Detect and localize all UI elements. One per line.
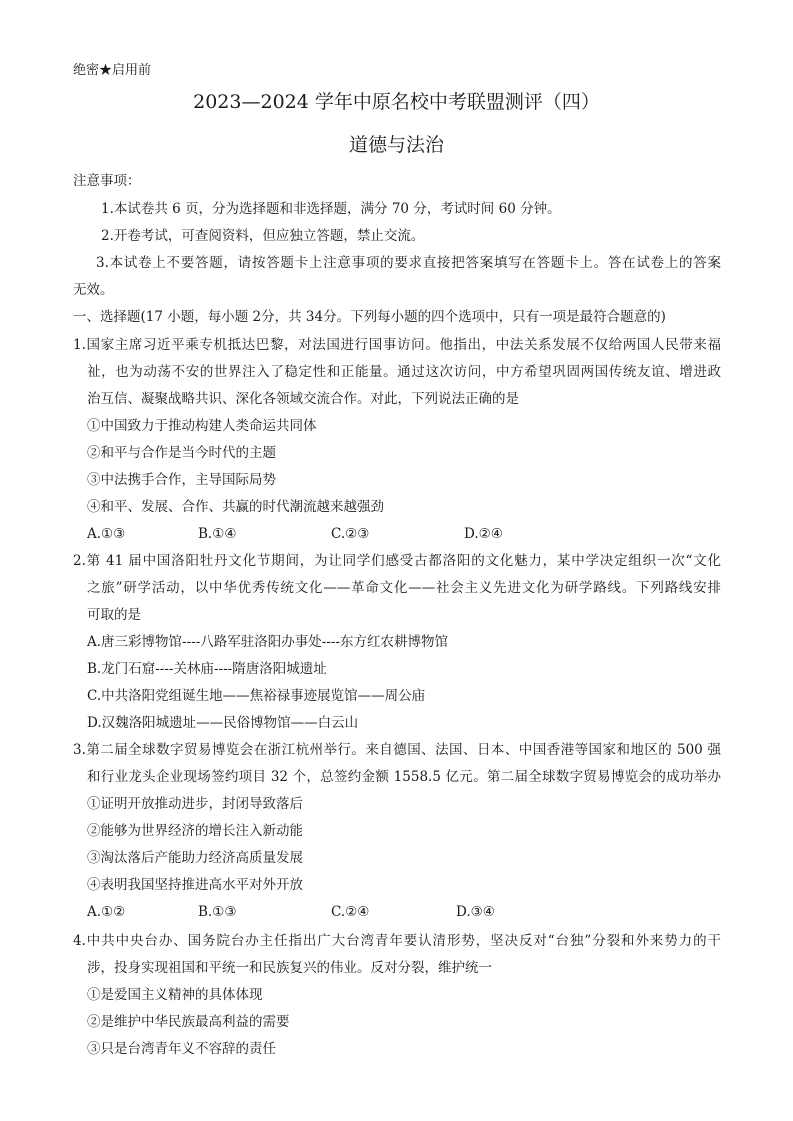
question-2-option-c[interactable]: C.中共洛阳党组诞生地——焦裕禄事迹展览馆——周公庙 [87, 688, 426, 704]
question-3-stem: 3.第二届全球数字贸易博览会在浙江杭州举行。来自德国、法国、日本、中国香港等国家和地区的 500 强 [73, 742, 721, 758]
question-4-statement: ①是爱国主义精神的具体体现 [87, 987, 263, 1003]
question-3-stem: 和行业龙头企业现场签约项目 32 个，总签约金额 1558.5 亿元。第二届全球数字贸易博览会的成功举办 [87, 769, 721, 785]
notice-item: 3.本试卷上不要答题，请按答题卡上注意事项的要求直接把答案填写在答题卡上。答在试卷上的答案 [96, 255, 721, 271]
question-3-statement: ①证明开放推动进步，封闭导致落后 [87, 796, 303, 812]
notice-item: 1.本试卷共 6 页，分为选择题和非选择题，满分 70 分，考试时间 60 分钟。 [101, 201, 561, 217]
question-2-option-a[interactable]: A.唐三彩博物馆----八路军驻洛阳办事处----东方红农耕博物馆 [87, 634, 449, 650]
question-4-stem: 涉，投身实现祖国和平统一和民族复兴的伟业。反对分裂，维护统一 [87, 960, 492, 976]
question-2-option-d[interactable]: D.汉魏洛阳城遗址——民俗博物馆——白云山 [87, 715, 359, 731]
question-3-statement: ③淘汰落后产能助力经济高质量发展 [87, 850, 303, 866]
question-3-statement: ④表明我国坚持推进高水平对外开放 [87, 877, 303, 893]
question-3-option-b[interactable]: B.①③ [198, 904, 237, 920]
subject-title: 道德与法治 [348, 134, 444, 156]
notice-item: 无效。 [73, 282, 114, 298]
question-2-stem: 2.第 41 届中国洛阳牡丹文化节期间，为让同学们感受古都洛阳的文化魅力，某中学决定组织一次“文化 [73, 553, 721, 569]
question-1-statement: ④和平、发展、合作、共赢的时代潮流越来越强劲 [87, 499, 384, 515]
question-1-stem: 治互信、凝聚战略共识、深化各领域交流合作。对此，下列说法正确的是 [87, 391, 519, 407]
question-2-option-b[interactable]: B.龙门石窟----关林庙----隋唐洛阳城遗址 [87, 661, 327, 677]
question-4-stem: 4.中共中央台办、国务院台办主任指出广大台湾青年要认清形势，坚决反对“台独”分裂和外来势力的干 [73, 933, 721, 949]
question-2-stem: 之旅”研学活动，以中华优秀传统文化——革命文化——社会主义先进文化为研学路线。下列路线安排 [87, 580, 721, 596]
question-4-statement: ②是维护中华民族最高利益的需要 [87, 1014, 290, 1030]
confidential-label: 绝密★启用前 [73, 63, 152, 78]
question-4-statement: ③只是台湾青年义不容辞的责任 [87, 1041, 276, 1057]
question-1-option-b[interactable]: B.①④ [198, 526, 237, 542]
question-1-option-c[interactable]: C.②③ [331, 526, 370, 542]
question-3-statement: ②能够为世界经济的增长注入新动能 [87, 823, 303, 839]
question-1-option-d[interactable]: D.②④ [464, 526, 503, 542]
question-1-option-a[interactable]: A.①③ [87, 526, 126, 542]
exam-title: 2023—2024 学年中原名校中考联盟测评（四） [193, 91, 600, 113]
notice-heading: 注意事项： [73, 173, 141, 189]
question-1-statement: ①中国致力于推动构建人类命运共同体 [87, 418, 317, 434]
question-1-statement: ③中法携手合作，主导国际局势 [87, 472, 276, 488]
question-3-option-d[interactable]: D.③④ [456, 904, 495, 920]
question-2-stem: 可取的是 [87, 607, 141, 623]
question-3-option-a[interactable]: A.①② [87, 904, 126, 920]
section-heading: 一、选择题(17 小题，每小题 2分，共 34分。下列每小题的四个选项中，只有一项是最符合题意的) [73, 309, 666, 325]
question-3-option-c[interactable]: C.②④ [331, 904, 370, 920]
question-1-statement: ②和平与合作是当今时代的主题 [87, 445, 276, 461]
question-1-stem: 祉，也为动荡不安的世界注入了稳定性和正能量。通过这次访问，中方希望巩固两国传统友谊、增进政 [87, 364, 721, 380]
question-1-stem: 1.国家主席习近平乘专机抵达巴黎，对法国进行国事访问。他指出，中法关系发展不仅给两国人民带来福 [73, 337, 721, 353]
notice-item: 2.开卷考试，可查阅资料，但应独立答题，禁止交流。 [101, 228, 425, 244]
